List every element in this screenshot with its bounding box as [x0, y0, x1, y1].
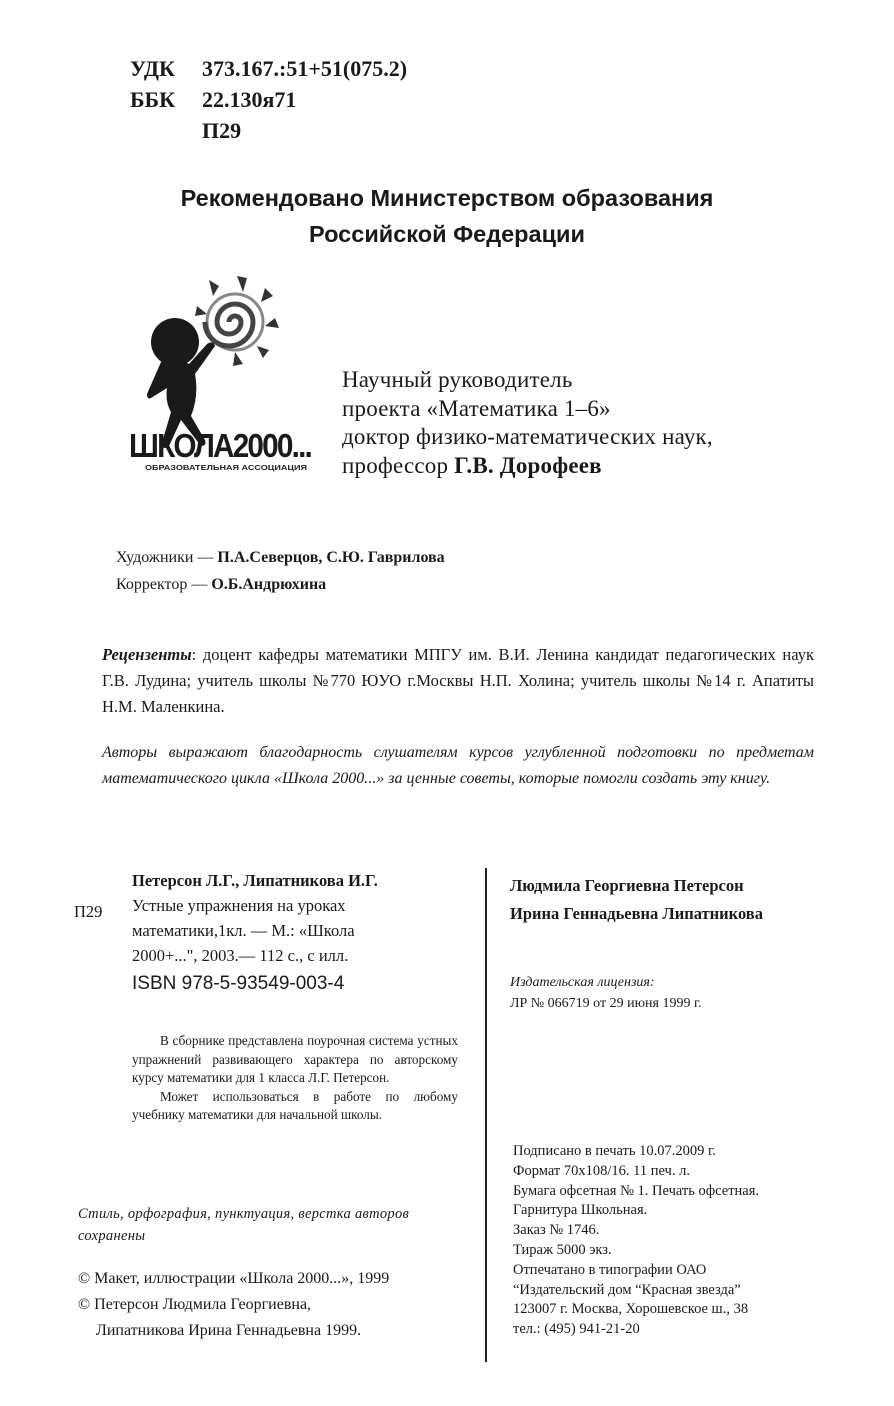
logo-brand-text: ШКОЛА2000...	[129, 427, 311, 464]
bbk-value: 22.130я71	[202, 87, 297, 112]
school-2000-logo	[125, 272, 325, 480]
annotation-paragraph-1: В сборнике представлена поурочная система устных упражнений развивающего характера по авторскому курсу математики для 1 класса Л.Г. Петерсон.	[132, 1033, 458, 1085]
artists-line	[116, 544, 445, 571]
annotation	[132, 1032, 458, 1125]
supervisor-prefix: профессор	[342, 452, 455, 478]
print-line: Отпечатано в типографии ОАО	[513, 1261, 707, 1278]
recommendation-line-2: Российской Федерации	[309, 221, 585, 247]
udk-row	[130, 53, 407, 84]
copyright-line-2: © Петерсон Людмила Георгиевна,	[78, 1296, 312, 1313]
artists-label: Художники —	[116, 549, 214, 566]
classification-block	[130, 53, 407, 146]
acknowledgement-paragraph: Авторы выражают благодарность слушателям курсов углубленной подготовки по предметам математического цикла «Школа 2000...» за ценные советы, которые помогли создать эту книгу.	[102, 744, 814, 787]
print-line: 123007 г. Москва, Хорошевское ш., 38	[513, 1301, 749, 1318]
reviewers-text: : доцент кафедры математики МПГУ им. В.И. Ленина кандидат педагогических наук Г.В. Лудина; учитель школы №770 ЮУО г.Москвы Н.П. Холина; учитель школы №14 г. Апатиты Н.М. Маленкина.	[102, 645, 814, 716]
authors-full-names	[510, 872, 763, 928]
print-line: Подписано в печать 10.07.2009 г.	[513, 1143, 716, 1159]
print-line: “Издательский дом “Красная звезда”	[513, 1281, 741, 1298]
corrector-name: О.Б.Андрюхина	[211, 576, 327, 593]
supervisor-line-4	[342, 452, 713, 481]
udk-value: 373.167.:51+51(075.2)	[202, 56, 408, 81]
copyright-line-3: Липатникова Ирина Геннадьевна 1999.	[96, 1322, 362, 1339]
print-line: Заказ № 1746.	[513, 1222, 600, 1239]
bib-title-line-2: математики,1кл. — М.: «Школа	[132, 921, 355, 940]
author-mark-row	[130, 115, 407, 146]
copyright-line-1: © Макет, иллюстрации «Школа 2000...», 1999	[78, 1270, 390, 1287]
isbn: ISBN 978-5-93549-003-4	[132, 973, 345, 994]
udk-label: УДК	[130, 56, 176, 81]
ministry-recommendation	[0, 180, 894, 252]
author-mark-value: П29	[202, 118, 242, 143]
scientific-supervisor	[342, 366, 713, 480]
corrector-line	[116, 571, 445, 598]
print-info	[513, 1142, 759, 1340]
author-2: Ирина Геннадьевна Липатникова	[510, 904, 763, 923]
print-line: Тираж 5000 экз.	[513, 1241, 612, 1258]
reviewers-label: Рецензенты	[102, 645, 192, 664]
publisher-license	[510, 972, 702, 1014]
corrector-label: Корректор —	[116, 576, 208, 593]
style-note: Стиль, орфография, пунктуация, верстка авторов сохранены	[78, 1206, 410, 1244]
author-mark-code: П29	[74, 902, 103, 921]
author-mark-label	[130, 115, 202, 146]
print-line: Гарнитура Школьная.	[513, 1202, 648, 1219]
supervisor-line-2: проекта «Математика 1–6»	[342, 395, 611, 421]
artists-names: П.А.Северцов, С.Ю. Гаврилова	[217, 549, 445, 566]
bibliographic-body	[132, 868, 472, 996]
license-value: ЛР № 066719 от 29 июня 1999 г.	[510, 996, 702, 1011]
supervisor-line-1: Научный руководитель	[342, 367, 573, 392]
annotation-paragraph-2: Может использоваться в работе по любому учебнику математики для начальной школы.	[132, 1088, 458, 1122]
logo-subtitle-text: ОБРАЗОВАТЕЛЬНАЯ АССОЦИАЦИЯ	[145, 465, 307, 472]
recommendation-line-1: Рекомендовано Министерством образования	[180, 185, 714, 211]
supervisor-line-3: доктор физико-математических наук,	[342, 424, 713, 449]
author-1: Людмила Георгиевна Петерсон	[510, 876, 744, 895]
bib-title-line-3: 2000+...", 2003.— 112 с., с илл.	[132, 946, 349, 965]
bbk-row	[130, 84, 407, 115]
credits-block	[116, 544, 445, 598]
print-line: Бумага офсетная № 1. Печать офсетная.	[513, 1182, 760, 1199]
bib-authors: Петерсон Л.Г., Липатникова И.Г.	[132, 871, 378, 890]
copyright-block	[78, 1266, 478, 1344]
sun-child-icon	[125, 272, 325, 480]
print-line: тел.: (495) 941-21-20	[513, 1321, 640, 1338]
supervisor-name: Г.В. Дорофеев	[454, 452, 602, 478]
bib-title-line-1: Устные упражнения на уроках	[132, 896, 346, 915]
reviewers-paragraph	[102, 642, 814, 720]
license-label: Издательская лицензия:	[510, 975, 655, 990]
column-divider	[485, 868, 487, 1362]
bbk-label: ББК	[130, 87, 176, 112]
print-line: Формат 70х108/16. 11 печ. л.	[513, 1162, 690, 1179]
